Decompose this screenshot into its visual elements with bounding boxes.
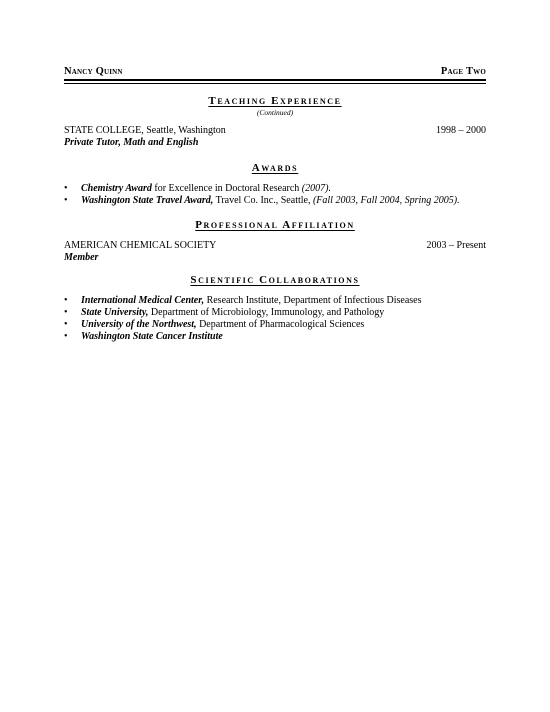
collaborations-section xyxy=(64,274,486,343)
teaching-role: Private Tutor, Math and English xyxy=(64,137,199,148)
affiliation-section xyxy=(64,219,486,263)
affiliation-dates: 2003 – Present xyxy=(426,240,486,251)
affiliation-role: Member xyxy=(64,252,99,263)
affiliation-org: AMERICAN CHEMICAL SOCIETY xyxy=(64,240,217,251)
header-name: Nancy Quinn xyxy=(64,66,123,77)
list-item: • Washington State Travel Award, Travel Co. Inc., Seattle, (Fall 2003, Fall 2004, Spring 2005). xyxy=(64,195,460,206)
list-item: • University of the Northwest, Department of Pharmacological Sciences xyxy=(64,319,365,330)
header-page-number: Page Two xyxy=(440,66,486,77)
section-title-teaching: Teaching Experience xyxy=(208,95,342,107)
section-title-awards: Awards xyxy=(251,162,299,174)
header-rule-thick xyxy=(64,79,486,81)
teaching-dates: 1998 – 2000 xyxy=(436,125,486,136)
list-item: • State University, Department of Microbiology, Immunology, and Pathology xyxy=(64,307,385,318)
affiliation-entry xyxy=(64,240,486,252)
header-rule-thin xyxy=(64,83,486,84)
list-item: • Washington State Cancer Institute xyxy=(64,331,223,342)
list-item: • International Medical Center, Research Institute, Department of Infectious Diseases xyxy=(64,295,422,306)
teaching-org: STATE COLLEGE, Seattle, Washington xyxy=(64,125,226,136)
section-title-affiliation: Professional Affiliation xyxy=(195,219,355,231)
continued-note: (Continued) xyxy=(256,108,294,117)
section-title-collaborations: Scientific Collaborations xyxy=(190,274,360,286)
awards-section xyxy=(64,162,486,207)
page-header xyxy=(64,66,486,77)
list-item: • Chemistry Award for Excellence in Doctoral Research (2007). xyxy=(64,183,331,194)
teaching-entry xyxy=(64,125,486,137)
awards-list xyxy=(64,183,486,207)
collaborations-list xyxy=(64,295,486,343)
teaching-section xyxy=(64,95,486,148)
